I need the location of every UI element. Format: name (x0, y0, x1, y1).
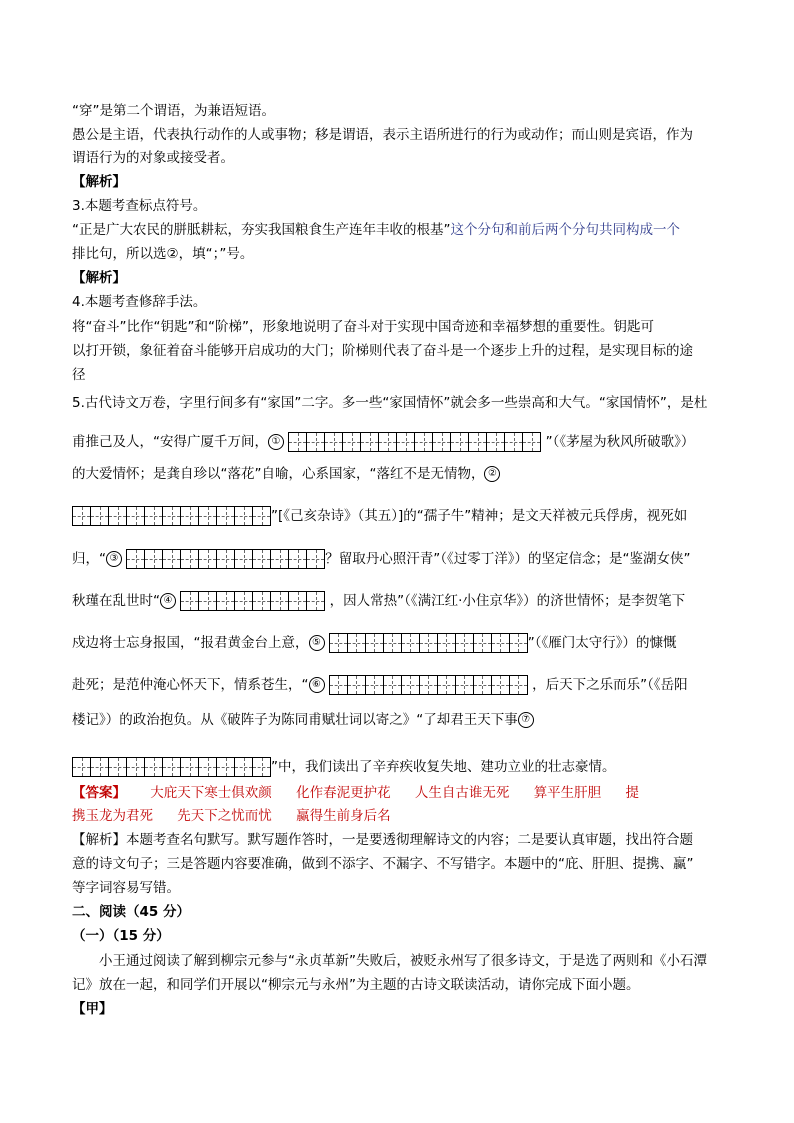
answer-grid-4 (180, 591, 325, 611)
answer-grid-5 (329, 633, 528, 653)
analysis-tag: 【解析】 (72, 270, 126, 286)
text-line (72, 219, 722, 241)
text: 赴死；是范仲淹心怀天下，情系苍生，“ (72, 677, 309, 693)
text-line: 谓语行为的对象或接受者。 (72, 150, 234, 166)
answer-5-part2: 携玉龙为君死 (72, 808, 153, 824)
text-line (72, 505, 722, 527)
text: ”[《己亥杂诗》（其五）]的“孺子牛”精神；是文天祥被元兵俘虏，视死如 (271, 508, 688, 524)
text-line (72, 632, 722, 654)
text-line: 3.本题考查标点符号。 (72, 198, 207, 214)
text: ，后天下之乐而乐”（《岳阳 (532, 677, 688, 693)
text: 楼记》）的政治抱负。从《破阵子为陈同甫赋壮词以寄之》“了却君王天下事 (72, 712, 518, 728)
answer-tag: 【答案】 (72, 785, 126, 801)
text: 甫推己及人，“安得广厦千万间， (72, 434, 268, 450)
answer-grid-7 (72, 757, 271, 777)
text: 的大爱情怀；是龚自珍以“落花”自喻，心系国家，“落红不是无情物， (72, 466, 485, 482)
text-line (72, 674, 722, 696)
answer-1: 大庇天下寒士俱欢颜 (150, 785, 272, 801)
answer-5-part1: 提 (625, 785, 639, 801)
blank-number-7: ⑦ (518, 712, 534, 728)
text-line: 将“奋斗”比作“钥匙”和“阶梯”，形象地说明了奋斗对于实现中国奇迹和幸福梦想的重要性。钥匙可 (72, 319, 654, 335)
subsection-heading: （一）（15 分） (72, 928, 170, 944)
answer-grid-3 (126, 549, 325, 569)
blank-number-4: ④ (160, 593, 176, 609)
text-line (72, 756, 722, 778)
answer-3: 人生自古谁无死 (414, 785, 510, 801)
text-line: 【解析】本题考查名句默写。默写题作答时，一是要透彻理解诗文的内容；二是要认真审题，找出符合题 (72, 832, 693, 848)
quote: “正是广大农民的胼胝耕耘，夯实我国粮食生产连年丰收的根基” (72, 222, 451, 238)
blank-number-5: ⑤ (309, 635, 325, 651)
text-line: 记》放在一起，和同学们开展以“柳宗元与永州”为主题的古诗文联读活动，请你完成下面小题。 (72, 977, 640, 993)
text: ”中，我们读出了辛弃疾收复失地、建功立业的壮志豪情。 (271, 759, 616, 775)
text-line: 4.本题考查修辞手法。 (72, 294, 207, 310)
answer-grid-1 (288, 432, 541, 452)
text: ”（《雁门太守行》）的慷慨 (527, 635, 677, 651)
blank-number-3: ③ (106, 551, 122, 567)
answer-line (72, 782, 722, 804)
answer-line (72, 805, 722, 827)
text-line: 等字词容易写错。 (72, 880, 180, 896)
text: ？留取丹心照汗青”（《过零丁洋》）的坚定信念；是“鉴湖女侠” (325, 551, 691, 567)
text-line (72, 431, 722, 453)
answer-7: 赢得生前身后名 (296, 808, 391, 824)
highlight: 这个分句和前后两个分句共同构成一个 (450, 222, 680, 238)
answer-6: 先天下之忧而忧 (177, 808, 272, 824)
jia-tag: 【甲】 (72, 1001, 113, 1017)
answer-4: 算平生肝胆 (533, 785, 602, 801)
answer-2: 化作春泥更护花 (296, 785, 391, 801)
text-line: 愚公是主语，代表执行动作的人或事物；移是谓语，表示主语所进行的行为或动作；而山则是宾语，作为 (72, 127, 693, 143)
text-line: 小王通过阅读了解到柳宗元参与“永贞革新”失败后，被贬永州写了很多诗文，于是选了两则和《小石潭 (99, 953, 707, 969)
text: 归，“ (72, 551, 106, 567)
blank-number-6: ⑥ (309, 677, 325, 693)
text-line (72, 548, 722, 570)
blank-number-2: ② (484, 466, 500, 482)
analysis-tag: 【解析】 (72, 174, 126, 190)
section-heading: 二、阅读（45 分） (72, 904, 190, 920)
text: 戍边将士忘身报国，“报君黄金台上意， (72, 635, 309, 651)
text-line (72, 463, 722, 485)
text: ，因人常热”（《满江红·小住京华》）的济世情怀；是李贺笔下 (329, 593, 686, 609)
text-line (72, 590, 722, 612)
text-line (72, 709, 722, 731)
answer-grid-6 (329, 675, 528, 695)
text: ”（《茅屋为秋风所破歌》） (545, 434, 695, 450)
text-line: “穿”是第二个谓语，为兼语短语。 (72, 103, 275, 119)
text-line: 径 (72, 367, 86, 383)
answer-grid-2 (72, 506, 271, 526)
text-line: 以打开锁，象征着奋斗能够开启成功的大门；阶梯则代表了奋斗是一个逐步上升的过程，是实现目标的途 (72, 343, 693, 359)
text-line: 意的诗文句子；三是答题内容要准确，做到不添字、不漏字、不写错字。本题中的“庇、肝胆、提携、赢” (72, 856, 694, 872)
text: 秋瑾在乱世时“ (72, 593, 160, 609)
blank-number-1: ① (268, 434, 284, 450)
text-line: 5.古代诗文万卷，字里行间多有“家国”二字。多一些“家国情怀”就会多一些崇高和大气。“家国情怀”，是杜 (72, 395, 708, 411)
text-line: 排比句，所以选②，填“；”号。 (72, 246, 254, 262)
